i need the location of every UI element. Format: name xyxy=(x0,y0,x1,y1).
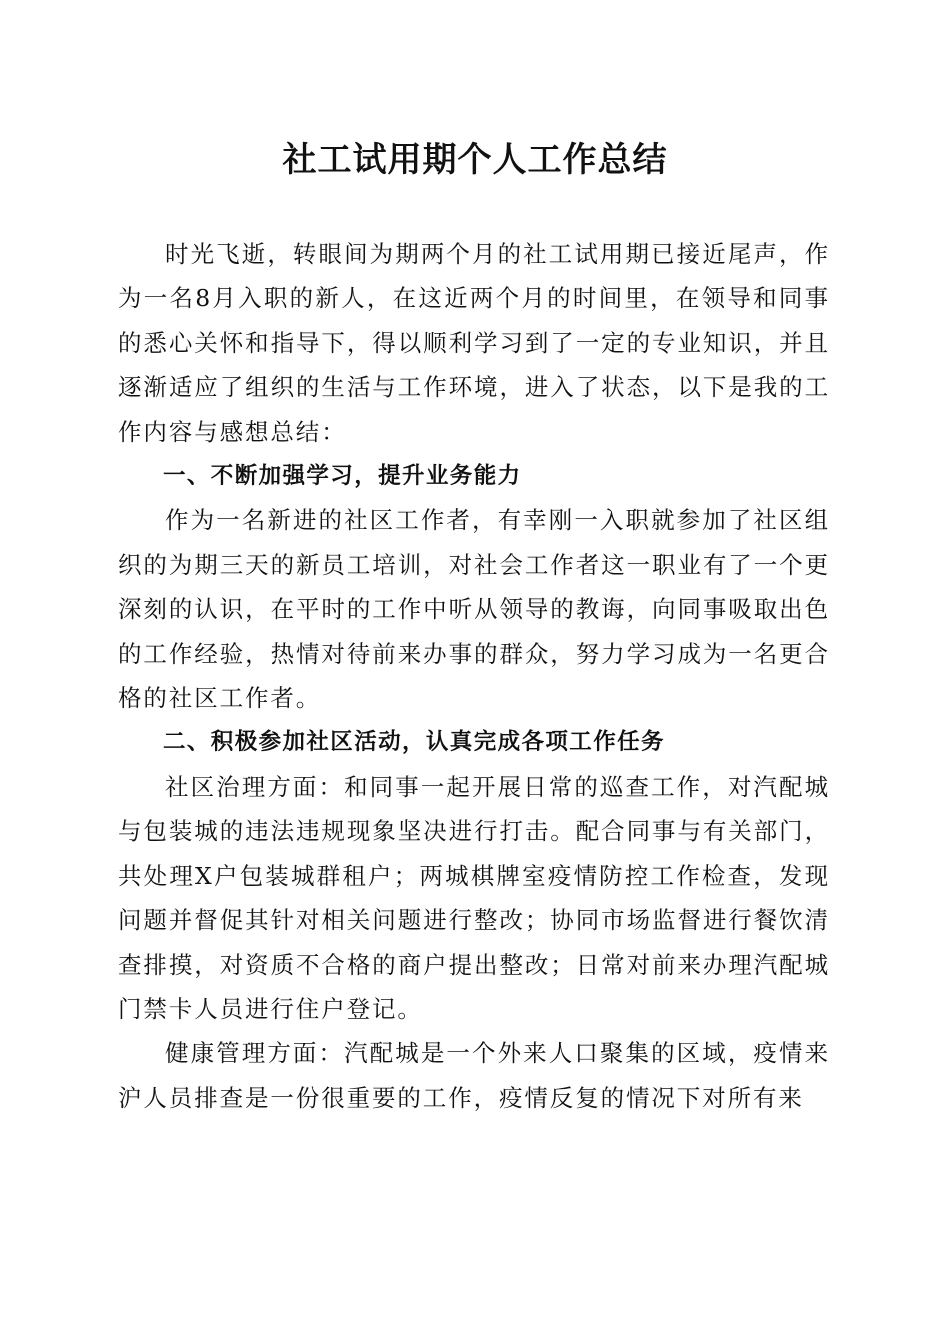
section-heading-2: 二、积极参加社区活动，认真完成各项工作任务 xyxy=(163,729,665,756)
paragraph-intro: 时光飞逝，转眼间为期两个月的社工试用期已接近尾声，作为一名8月入职的新人，在这近两个月的时间里，在领导和同事的悉心关怀和指导下，得以顺利学习到了一定的专业知识，并且逐渐适应了组织的生活与工作环境，进入了状态，以下是我的工作内容与感想总结： xyxy=(118,240,830,446)
document-title: 社工试用期个人工作总结 xyxy=(282,140,668,180)
paragraph-learning: 作为一名新进的社区工作者，有幸刚一入职就参加了社区组织的为期三天的新员工培训，对社会工作者这一职业有了一个更深刻的认识，在平时的工作中听从领导的教诲，向同事吸取出色的工作经验，热情对待前来办事的群众，努力学习成为一名更合格的社区工作者。 xyxy=(118,506,830,713)
section-heading-1: 一、不断加强学习，提升业务能力 xyxy=(163,463,522,490)
document-body xyxy=(118,232,830,1120)
paragraph-health-management: 健康管理方面：汽配城是一个外来人口聚集的区域，疫情来沪人员排查是一份很重要的工作，疫情反复的情况下对所有来 xyxy=(118,1039,830,1112)
paragraph-community-governance: 社区治理方面：和同事一起开展日常的巡查工作，对汽配城与包装城的违法违规现象坚决进行打击。配合同事与有关部门，共处理X户包装城群租户；两城棋牌室疫情防控工作检查，发现问题并督促其针对相关问题进行整改；协同市场监督进行餐饮清查排摸，对资质不合格的商户提出整改；日常对前来办理汽配城门禁卡人员进行住户登记。 xyxy=(118,772,830,1023)
